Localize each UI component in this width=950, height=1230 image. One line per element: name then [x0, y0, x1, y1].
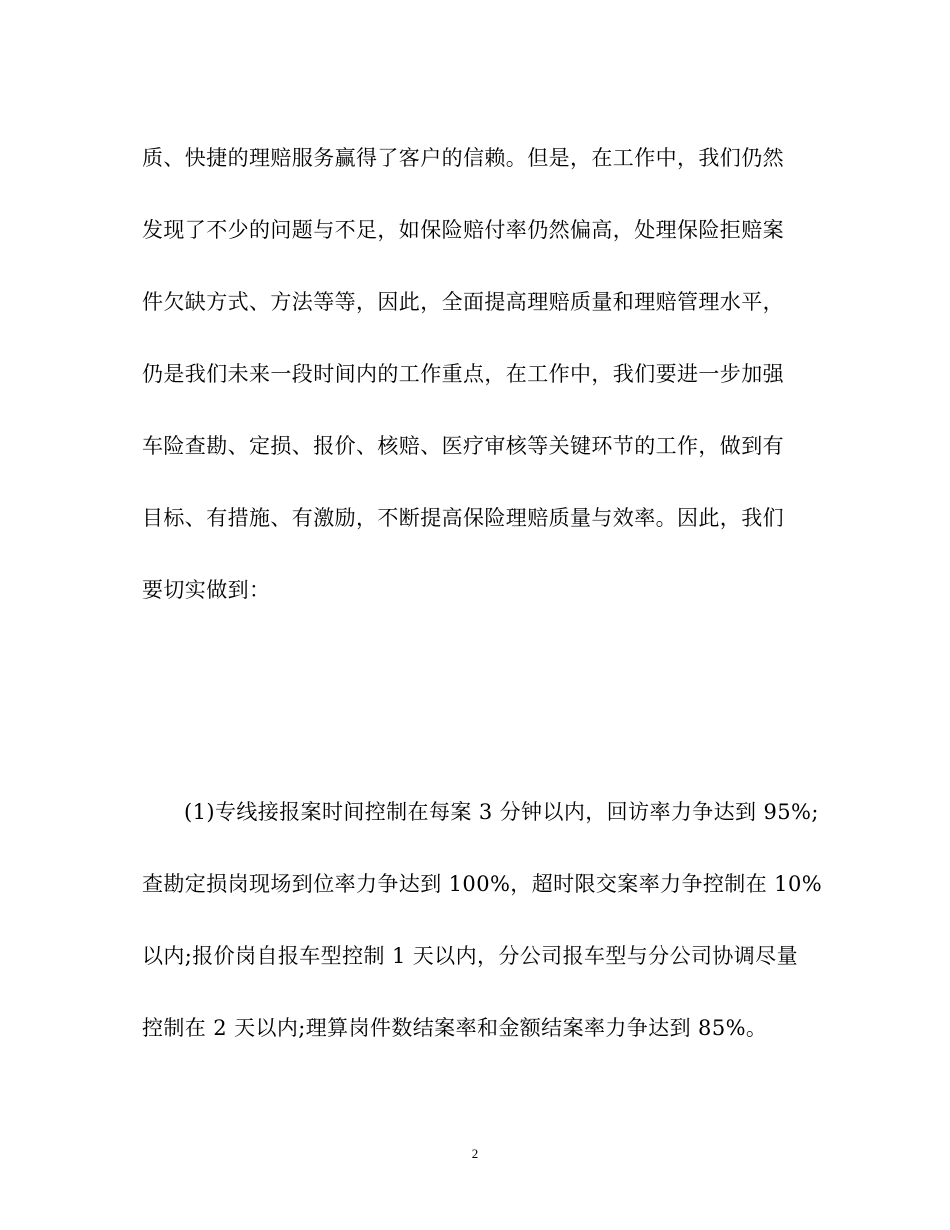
paragraph-1-line-2: 发现了不少的问题与不足，如保险赔付率仍然偏高，处理保险拒赔案 — [142, 218, 784, 242]
paragraph-2-line-4: 控制在 2 天以内;理算岗件数结案率和金额结案率力争达到 85%。 — [142, 1016, 768, 1040]
paragraph-1-line-6: 目标、有措施、有激励，不断提高保险理赔质量与效率。因此，我们 — [142, 506, 784, 530]
paragraph-1-line-3: 件欠缺方式、方法等等，因此，全面提高理赔质量和理赔管理水平， — [142, 290, 784, 314]
paragraph-2-line-1: (1)专线接报案时间控制在每案 3 分钟以内，回访率力争达到 95%; — [184, 800, 819, 824]
page-number: 2 — [471, 1146, 479, 1161]
paragraph-1-line-5: 车险查勘、定损、报价、核赔、医疗审核等关键环节的工作，做到有 — [142, 434, 784, 458]
paragraph-1-line-1: 质、快捷的理赔服务赢得了客户的信赖。但是，在工作中，我们仍然 — [142, 146, 784, 170]
paragraph-1-line-4: 仍是我们未来一段时间内的工作重点，在工作中，我们要进一步加强 — [142, 362, 784, 386]
paragraph-1-line-7: 要切实做到： — [142, 578, 271, 602]
paragraph-2-line-3: 以内;报价岗自报车型控制 1 天以内，分公司报车型与分公司协调尽量 — [142, 944, 798, 968]
paragraph-2-line-2: 查勘定损岗现场到位率力争达到 100%，超时限交案率力争控制在 10% — [142, 872, 823, 896]
